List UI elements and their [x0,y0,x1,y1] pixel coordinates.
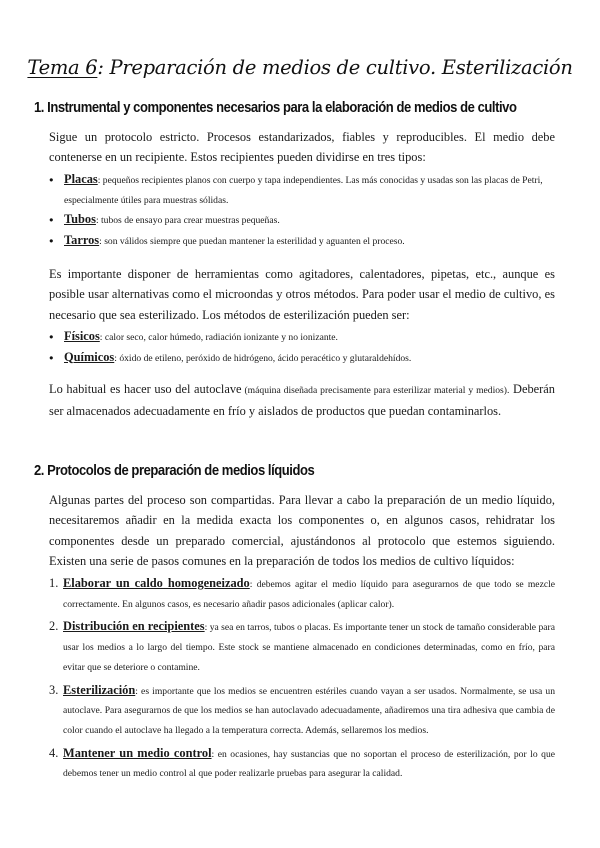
closing-main: Lo habitual es hacer uso del autoclave [49,382,242,396]
title-prefix: Tema 6 [27,56,98,79]
section-1-closing [49,379,555,422]
list-item-text: : debemos agitar el medio líquido para asegurarnos de que todo se mezcle correctamente. En algunos casos, es necesario añadir pasos adicionales (aplicar calor). [63,579,556,610]
list-item [49,744,555,784]
list-item [49,231,555,252]
list-item-term: Tubos [64,212,96,226]
step-number: 3. [49,682,59,697]
list-item [49,681,555,741]
list-item [49,170,555,210]
section-1-intro: Sigue un protocolo estricto. Procesos estandarizados, fiables y reproducibles. El medio debe contenerse en un recipiente. Estos recipientes pueden dividirse en tres tipos: [49,130,555,165]
list-item-text: : óxido de etileno, peróxido de hidrógeno, ácido peracético y glutaraldehídos. [114,352,412,364]
list-item-text: : son válidos siempre que puedan mantener la esterilidad y aguanten el proceso. [99,235,405,247]
list-item-term: Placas [64,172,98,186]
list-item-text: : en ocasiones, hay sustancias que no soportan el proceso de esterilización, por lo que debemos tener un medio control al que poder realizarle pruebas para asegurar la calidad. [63,748,556,780]
page-title [0,56,600,79]
list-item [49,348,555,369]
list-item [49,574,555,614]
step-number: 2. [49,619,59,634]
title-rest: : Preparación de medios de cultivo. Esterilización [97,56,573,79]
list-item [49,210,555,231]
list-item-text: : es importante que los medios se encuentren estériles cuando vayan a ser usados. Normalmente, se usa un autoclave. Para asegurarnos de que los medios se han autoclavado adecuadamente, añadiremos una tira adhesiva que cambia de color cuando el autoclave ha llegado a la temperatura correcta. Además, sellaremos los medios. [63,685,555,736]
list-item-text: : tubos de ensayo para crear muestras pequeñas. [95,215,280,226]
list-item-term: Distribución en recipientes [63,619,205,634]
list-item-term: Químicos [64,349,115,364]
list-item [49,327,555,348]
methods-list [49,327,555,368]
steps-list [49,574,555,784]
list-item-text: : ya sea en tarros, tubos o placas. Es importante tener un stock de tamaño considerable para usar los medios a lo largo del tiempo. Este stock se mantiene almacenado en condiciones determinadas, como en frío, para evitar que se deteriore o contamine. [63,622,555,673]
containers-list [49,170,555,251]
list-item-term: Físicos [64,329,100,343]
list-item-text: : pequeños recipientes planos con cuerpo y tapa independientes. Las más conocidas y usadas son las placas de Petri, especialmente útiles para muestras sólidas. [64,175,543,206]
list-item-term: Elaborar un caldo homogeneizado [63,576,250,590]
closing-note: (máquina diseñada precisamente para esterilizar material y medios). [241,385,510,396]
closing-rest: Deberán ser almacenados adecuadamente en frío y aislados de productos que puedan contaminarlos. [49,382,556,419]
step-number: 4. [49,745,59,760]
section-2-heading: 2. Protocolos de preparación de medios líquidos [34,463,315,479]
section-1-heading: 1. Instrumental y componentes necesarios para la elaboración de medios de cultivo [34,100,517,116]
list-item [49,617,555,677]
list-item-term: Tarros [64,232,100,247]
step-number: 1. [49,576,59,590]
list-item-term: Esterilización [63,682,136,697]
list-item-term: Mantener un medio control [63,745,212,760]
list-item-text: : calor seco, calor húmedo, radiación ionizante y no ionizante. [99,332,338,343]
section-2-intro: Algunas partes del proceso son compartidas. Para llevar a cabo la preparación de un medio líquido, necesitaremos añadir en la medida exacta los componentes o, en algunos casos, rehidratar los componentes desde un preparado comercial, ajustándonos al protocolo que estemos siguiendo. Existen una serie de pasos comunes en la preparación de todos los medios de cultivo líquidos: [49,493,555,569]
section-1-tools-paragraph: Es importante disponer de herramientas como agitadores, calentadores, pipetas, etc., aunque es posible usar alternativas como el microondas y otros métodos. Para poder usar el medio de cultivo, es necesario que sea esterilizado. Los métodos de esterilización pueden ser: [49,267,555,322]
